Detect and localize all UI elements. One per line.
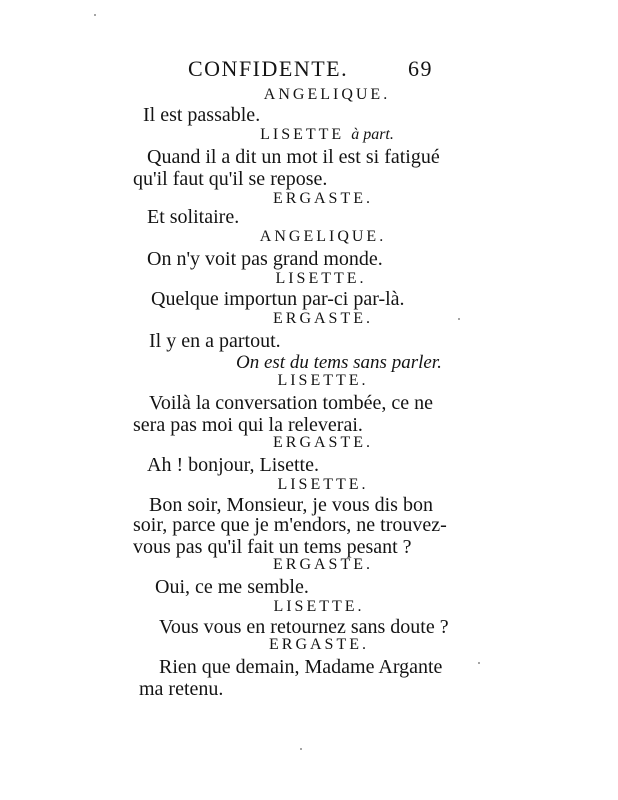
dialogue-line: vous pas qu'il fait un tems pesant ? [133,536,412,558]
speaker-label: ANGELIQUE. [259,228,387,245]
dialogue-line: sera pas moi qui la releverai. [133,414,363,436]
dialogue-line: On n'y voit pas grand monde. [147,248,383,270]
speaker-label: ANGELIQUE. [263,86,391,103]
speaker-name [18,126,618,144]
speaker-label: LISETTE. [277,476,369,493]
stage-direction: On est du tems sans parler. [236,352,442,373]
dialogue-line: Quelque importun par-ci par-là. [151,288,405,310]
speaker-name [14,310,618,328]
dialogue-line: Quand il a dit un mot il est si fatigué [147,146,440,168]
dialogue-line: Bon soir, Monsieur, je vous dis bon [149,494,433,516]
dialogue-line: Il est passable. [143,104,261,126]
speaker-name [14,476,618,494]
page-number: 69 [408,56,433,81]
dialogue-line: Voilà la conversation tombée, ce ne [149,392,433,414]
dialogue-line: Et solitaire. [147,206,240,228]
speaker-label: ERGASTE. [273,310,373,327]
dialogue-line: Ah ! bonjour, Lisette. [147,454,319,476]
speaker-name [14,228,618,246]
speaker-label: LISETTE. [277,372,369,389]
paper-speck [458,318,460,320]
speaker-label: ERGASTE. [273,556,373,573]
dialogue-line: Rien que demain, Madame Argante [159,656,443,678]
dialogue-line: Vous vous en retournez sans doute ? [159,616,449,638]
speaker-label: LISETTE. [275,270,367,287]
speaker-name [10,636,618,654]
paper-speck [300,748,302,750]
speaker-name [14,190,618,208]
speaker-name [12,270,618,288]
speaker-name [10,598,618,616]
speaker-label: ERGASTE. [269,636,369,653]
paper-speck [94,14,96,16]
speaker-name [14,556,618,574]
stage-aside: à part. [351,126,394,143]
dialogue-line: Oui, ce me semble. [155,576,309,598]
speaker-label: ERGASTE. [273,434,373,451]
speaker-label: ERGASTE. [273,190,373,207]
dialogue-line: soir, parce que je m'endors, ne trouvez- [133,514,447,536]
running-title: CONFIDENTE. [188,56,349,81]
speaker-name [18,86,618,104]
dialogue-line: Il y en a partout. [149,330,281,352]
paper-speck [478,662,480,664]
dialogue-line: ma retenu. [139,678,224,700]
speaker-name [14,372,618,390]
speaker-label: LISETTE. [273,598,365,615]
dialogue-line: qu'il faut qu'il se repose. [133,168,328,190]
speaker-label: LISETTE [260,126,345,143]
speaker-name [14,434,618,452]
